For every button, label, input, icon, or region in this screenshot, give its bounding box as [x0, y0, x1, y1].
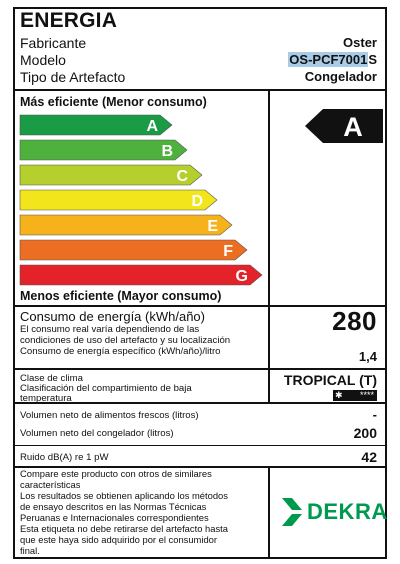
- footer-line: Compare este producto con otros de similares: [20, 468, 212, 479]
- scale-letter-b: B: [161, 143, 173, 160]
- scale-arrow-d: [20, 190, 217, 210]
- manufacturer-label: Fabricante: [20, 35, 87, 51]
- rating-letter: A: [343, 112, 363, 142]
- freezer-volume-label: Volumen neto del congelador (litros): [20, 428, 174, 439]
- footer-line: Peruanas e Internacionales correspondientes: [20, 512, 209, 523]
- star-rating-stars: ****: [359, 390, 374, 400]
- manufacturer-value: Oster: [343, 35, 377, 50]
- divider: [15, 402, 385, 404]
- fresh-volume-value: -: [372, 407, 377, 422]
- snowflake-icon: ✱: [335, 390, 343, 400]
- climate-class-label: Clase de clima: [20, 373, 83, 384]
- appliance-type-value: Congelador: [304, 69, 377, 84]
- divider: [15, 445, 385, 446]
- scale-letter-d: D: [191, 193, 203, 210]
- consumption-note-1: El consumo real varía dependiendo de las: [20, 324, 200, 335]
- footer-line: de ensayo descritos en las Normas Técnicas: [20, 501, 207, 512]
- model-value-suffix: S: [368, 52, 377, 67]
- label-title: ENERGIA: [20, 9, 118, 32]
- consumption-value: 280: [332, 306, 377, 336]
- scale-arrow-g: [20, 265, 262, 285]
- dekra-logo-text: DEKRA: [307, 499, 388, 524]
- scale-letter-c: C: [176, 168, 188, 185]
- rating-arrow: [305, 109, 385, 145]
- energy-label: [13, 7, 387, 559]
- scale-top-label: Más eficiente (Menor consumo): [20, 95, 207, 109]
- noise-label: Ruido dB(A) re 1 pW: [20, 452, 109, 463]
- scale-arrows: [15, 111, 267, 296]
- specific-consumption-value: 1,4: [358, 349, 377, 364]
- compartment-label-2: temperatura: [20, 393, 72, 404]
- scale-arrow-e: [20, 215, 232, 235]
- model-value: [288, 52, 377, 67]
- consumption-note-2: condiciones de uso del artefacto y su localización: [20, 335, 231, 346]
- scale-letter-e: E: [207, 218, 218, 235]
- appliance-type-label: Tipo de Artefacto: [20, 69, 126, 85]
- model-value-highlight: OS-PCF7001: [289, 52, 368, 67]
- divider: [15, 305, 385, 307]
- noise-value: 42: [361, 449, 377, 465]
- fresh-volume-label: Volumen neto de alimentos frescos (litros): [20, 410, 199, 421]
- scale-letter-g: G: [235, 268, 248, 285]
- dekra-logo-icon: [280, 496, 304, 528]
- divider: [15, 89, 385, 91]
- scale-arrow-f: [20, 240, 247, 260]
- footer-line: características: [20, 479, 81, 490]
- divider: [15, 368, 385, 370]
- consumption-label: Consumo de energía (kWh/año): [20, 309, 205, 324]
- footer-line: Esta etiqueta no debe retirarse del artefacto hasta: [20, 523, 228, 534]
- footer-line: final.: [20, 545, 40, 556]
- scale-letter-a: A: [146, 118, 158, 135]
- footer-notes: [20, 468, 265, 556]
- scale-bottom-label: Menos eficiente (Mayor consumo): [20, 289, 222, 303]
- scale-letter-f: F: [223, 243, 233, 260]
- freezer-volume-value: 200: [353, 425, 377, 441]
- specific-consumption-label: Consumo de energía específico (kWh/año)/litro: [20, 346, 221, 357]
- dekra-logo: [280, 496, 388, 528]
- column-divider: [268, 89, 270, 402]
- footer-line: Los resultados se obtienen aplicando los métodos: [20, 490, 228, 501]
- footer-line: que este haya sido adquirido por el consumidor: [20, 534, 217, 545]
- model-label: Modelo: [20, 52, 66, 68]
- column-divider: [268, 466, 270, 559]
- compartment-label-1: Clasificación del compartimiento de baja: [20, 383, 192, 394]
- star-rating-badge: [333, 390, 377, 401]
- climate-class-value: TROPICAL (T): [283, 372, 377, 388]
- scale-arrow-c: [20, 165, 202, 185]
